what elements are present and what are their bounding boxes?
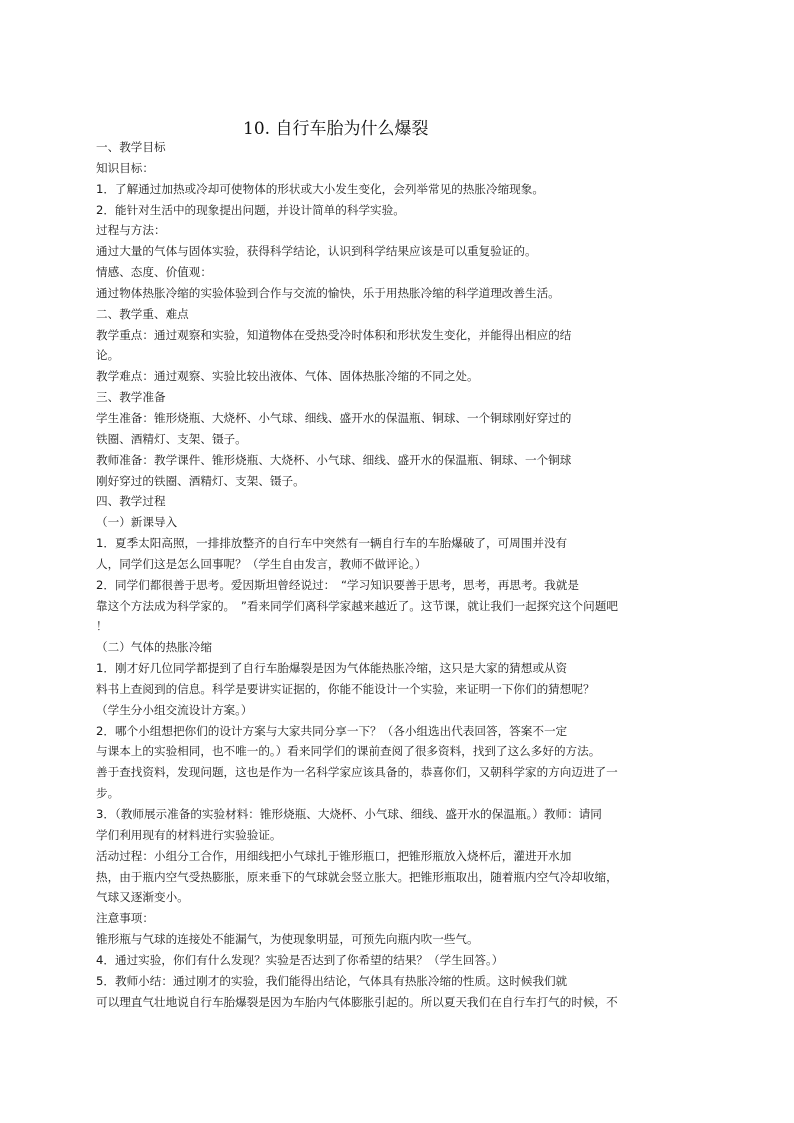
text-line: 论。 — [96, 348, 120, 363]
text-line: 1．了解通过加热或冷却可使物体的形状或大小发生变化，会列举常见的热胀冷缩现象。 — [96, 181, 544, 196]
text-line: 热，由于瓶内空气受热膨胀，原来垂下的气球就会竖立胀大。把锥形瓶取出，随着瓶内空气冷却收缩， — [96, 869, 618, 884]
text-line: 一、教学目标 — [96, 140, 166, 154]
text-line: ！ — [96, 619, 108, 634]
text-line: 5．教师小结：通过刚才的实验，我们能得出结论，气体具有热胀冷缩的性质。这时候我们就 — [96, 973, 568, 988]
text-line: 情感、态度、价值观： — [96, 265, 212, 280]
text-line: 人，同学们这是怎么回事呢？（学生自由发言，教师不做评论。） — [96, 556, 427, 571]
text-line: 善于查找资料，发现问题，这也是作为一名科学家应该具备的，恭喜你们，又朝科学家的方向迈进了一 — [96, 765, 618, 780]
text-line: 铁圈、酒精灯、支架、镊子。 — [96, 431, 247, 446]
text-line: 通过大量的气体与固体实验，获得科学结论，认识到科学结果应该是可以重复验证的。 — [96, 244, 537, 259]
text-line: 锥形瓶与气球的连接处不能漏气，为使现象明显，可预先向瓶内吹一些气。 — [96, 932, 479, 947]
text-line: 学们利用现有的材料进行实验验证。 — [96, 827, 282, 842]
text-line: 学生准备：锥形烧瓶、大烧杯、小气球、细线、盛开水的保温瓶、铜球、一个铜球刚好穿过的 — [96, 410, 572, 425]
text-line: 知识目标： — [96, 160, 154, 175]
text-line: 可以理直气壮地说自行车胎爆裂是因为车胎内气体膨胀引起的。所以夏天我们在自行车打气的时候，不 — [96, 994, 618, 1009]
text-line: 料书上查阅到的信息。科学是要讲实证据的，你能不能设计一个实验，来证明一下你们的猜想呢？ — [96, 681, 595, 696]
text-line: 2．哪个小组想把你们的设计方案与大家共同分享一下？（各小组选出代表回答，答案不一定 — [96, 723, 568, 738]
text-line: 4．通过实验，你们有什么发现？实验是否达到了你希望的结果？（学生回答。） — [96, 952, 504, 967]
text-line: 注意事项： — [96, 911, 154, 926]
text-line: 通过物体热胀冷缩的实验体验到合作与交流的愉快，乐于用热胀冷缩的科学道理改善生活。 — [96, 285, 560, 300]
text-line: 2．能针对生活中的现象提出问题，并设计简单的科学实验。 — [96, 202, 405, 217]
text-line: 三、教学准备 — [96, 390, 166, 405]
text-line: 四、教学过程 — [96, 494, 166, 509]
text-line: （学生分小组交流设计方案。） — [96, 702, 253, 717]
text-line: 与课本上的实验相同，也不唯一的。）看来同学们的课前查阅了很多资料，找到了这么多好的方法。 — [96, 744, 601, 759]
text-line: 步。 — [96, 786, 120, 801]
document-title: 10. 自行车胎为什么爆裂 — [243, 119, 429, 140]
text-line: （一）新课导入 — [96, 515, 178, 530]
text-line: （二）气体的热胀冷缩 — [96, 640, 212, 655]
text-line: 教学重点：通过观察和实验，知道物体在受热受冷时体积和形状发生变化，并能得出相应的结 — [96, 327, 572, 342]
text-line: 1．夏季太阳高照，一排排放整齐的自行车中突然有一辆自行车的车胎爆破了，可周围并没有 — [96, 536, 568, 551]
text-line: 过程与方法： — [96, 223, 166, 238]
text-line: 1．刚才好几位同学都提到了自行车胎爆裂是因为气体能热胀冷缩，这只是大家的猜想或从资 — [96, 661, 568, 676]
text-line: 2．同学们都很善于思考。爱因斯坦曾经说过： “学习知识要善于思考，思考，再思考。我就是 — [96, 577, 579, 592]
text-line: 气球又逐渐变小。 — [96, 890, 189, 905]
text-line: 二、教学重、难点 — [96, 306, 189, 321]
text-line: 活动过程：小组分工合作，用细线把小气球扎于锥形瓶口，把锥形瓶放入烧杯后，灌进开水加 — [96, 848, 572, 863]
text-line: 靠这个方法成为科学家的。 ”看来同学们离科学家越来越近了。这节课，就让我们一起探究这个问题吧 — [96, 598, 618, 613]
text-line: 教学难点：通过观察、实验比较出液体、气体、固体热胀冷缩的不同之处。 — [96, 369, 479, 384]
text-line: 刚好穿过的铁圈、酒精灯、支架、镊子。 — [96, 473, 305, 488]
text-line: 3．（教师展示准备的实验材料：锥形烧瓶、大烧杯、小气球、细线、盛开水的保温瓶。）教师：请同 — [96, 807, 602, 821]
document-body — [96, 137, 696, 1012]
text-line: 教师准备：教学课件、锥形烧瓶、大烧杯、小气球、细线、盛开水的保温瓶、铜球、一个铜球 — [96, 452, 572, 467]
